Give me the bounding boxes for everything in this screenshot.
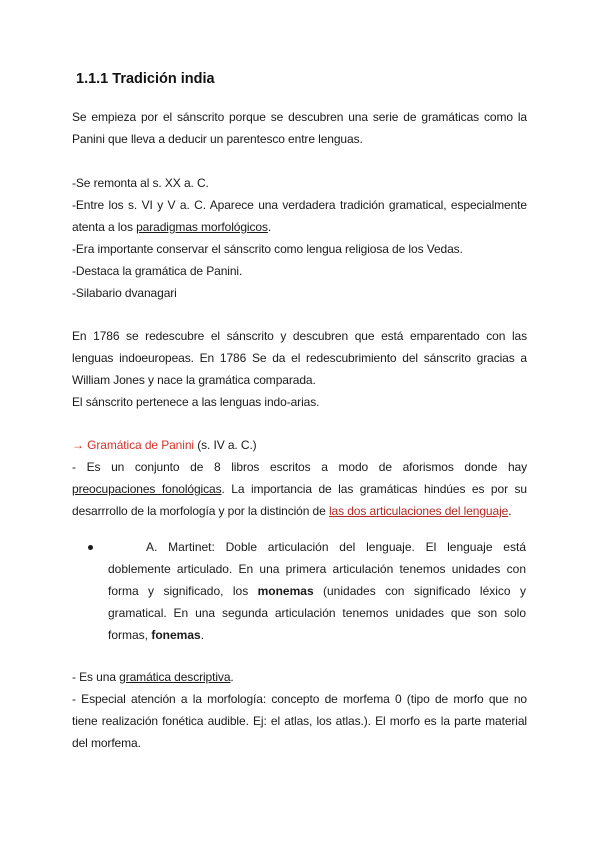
panini-text: . xyxy=(508,504,512,518)
martinet-line: gramatical. En una segunda articulación tenemos unidades que son solo xyxy=(108,606,526,620)
intro-paragraph xyxy=(72,106,527,150)
martinet-line: doblemente articulado. En una primera articulación tenemos unidades con xyxy=(108,562,526,576)
rediscovery-line: El sánscrito pertenece a las lenguas indo-arias. xyxy=(72,395,320,409)
fonologicas-link[interactable]: preocupaciones fonológicas xyxy=(72,482,222,496)
descriptive-line: tiene realización fonética audible. Ej: el atlas, los atlas.). El morfo es la parte material xyxy=(72,714,527,728)
descriptive-line xyxy=(72,666,527,688)
section-heading: 1.1.1 Tradición india xyxy=(76,71,215,87)
martinet-text-part: formas, xyxy=(108,628,152,642)
facts-list xyxy=(72,172,527,304)
panini-line: - Es un conjunto de 8 libros escritos a modo de aforismos donde hay xyxy=(72,460,527,474)
fact-item: -Destaca la gramática de Panini. xyxy=(72,264,243,278)
martinet-line xyxy=(108,624,526,646)
fact-item: -Entre los s. VI y V a. C. Aparece una verdadera tradición gramatical, especialmente xyxy=(72,198,527,212)
descriptive-text: . xyxy=(230,670,234,684)
panini-line xyxy=(72,500,527,522)
fact-text: . xyxy=(267,220,272,234)
martinet-text-part: . xyxy=(200,628,205,642)
intro-line: Se empieza por el sánscrito porque se descubren una serie de gramáticas como la xyxy=(72,110,527,124)
panini-arrow-title: → Gramática de Panini xyxy=(72,438,194,452)
fonemas-term: fonemas xyxy=(151,628,201,642)
descriptiva-link[interactable]: gramática descriptiva xyxy=(119,670,231,684)
paradigmas-link[interactable]: paradigmas morfológicos xyxy=(136,220,268,234)
panini-date: (s. IV a. C.) xyxy=(193,438,257,452)
rediscovery-line: lenguas indoeuropeas. En 1786 Se da el redescubrimiento del sánscrito gracias a xyxy=(72,351,527,365)
bullet-icon xyxy=(88,545,93,550)
fact-item-continued xyxy=(72,216,527,238)
articulaciones-link[interactable]: las dos articulaciones del lenguaje xyxy=(328,504,509,518)
rediscovery-line: William Jones y nace la gramática comparada. xyxy=(72,373,316,387)
panini-line xyxy=(72,478,527,500)
martinet-text-part: forma y significado, los xyxy=(108,584,258,598)
rediscovery-paragraph xyxy=(72,325,527,413)
panini-title xyxy=(72,434,527,456)
fact-item: -Se remonta al s. XX a. C. xyxy=(72,176,209,190)
intro-line: Panini que lleva a deducir un parentesco entre lenguas. xyxy=(72,132,363,146)
monemas-term: monemas xyxy=(257,584,314,598)
panini-text: . La importancia de las gramáticas hindúes es por su xyxy=(221,482,527,496)
descriptive-line: - Especial atención a la morfología: concepto de morfema 0 (tipo de morfo que no xyxy=(72,692,527,706)
descriptive-line: del morfema. xyxy=(72,736,141,750)
martinet-text-part: (unidades con significado léxico y xyxy=(313,584,526,598)
rediscovery-line: En 1786 se redescubre el sánscrito y descubren que está emparentado con las xyxy=(72,329,527,343)
fact-item: -Era importante conservar el sánscrito como lengua religiosa de los Vedas. xyxy=(72,242,463,256)
martinet-line: A. Martinet: Doble articulación del lenguaje. El lenguaje está xyxy=(146,540,526,554)
panini-section xyxy=(72,434,527,522)
martinet-text xyxy=(108,536,526,646)
fact-item: -Silabario dvanagari xyxy=(72,286,177,300)
martinet-line xyxy=(108,580,526,602)
descriptive-section xyxy=(72,666,527,754)
panini-text: desarrrollo de la morfología y por la distinción de xyxy=(72,504,329,518)
fact-text: atenta a los xyxy=(72,220,137,234)
descriptive-text: - Es una xyxy=(72,670,120,684)
